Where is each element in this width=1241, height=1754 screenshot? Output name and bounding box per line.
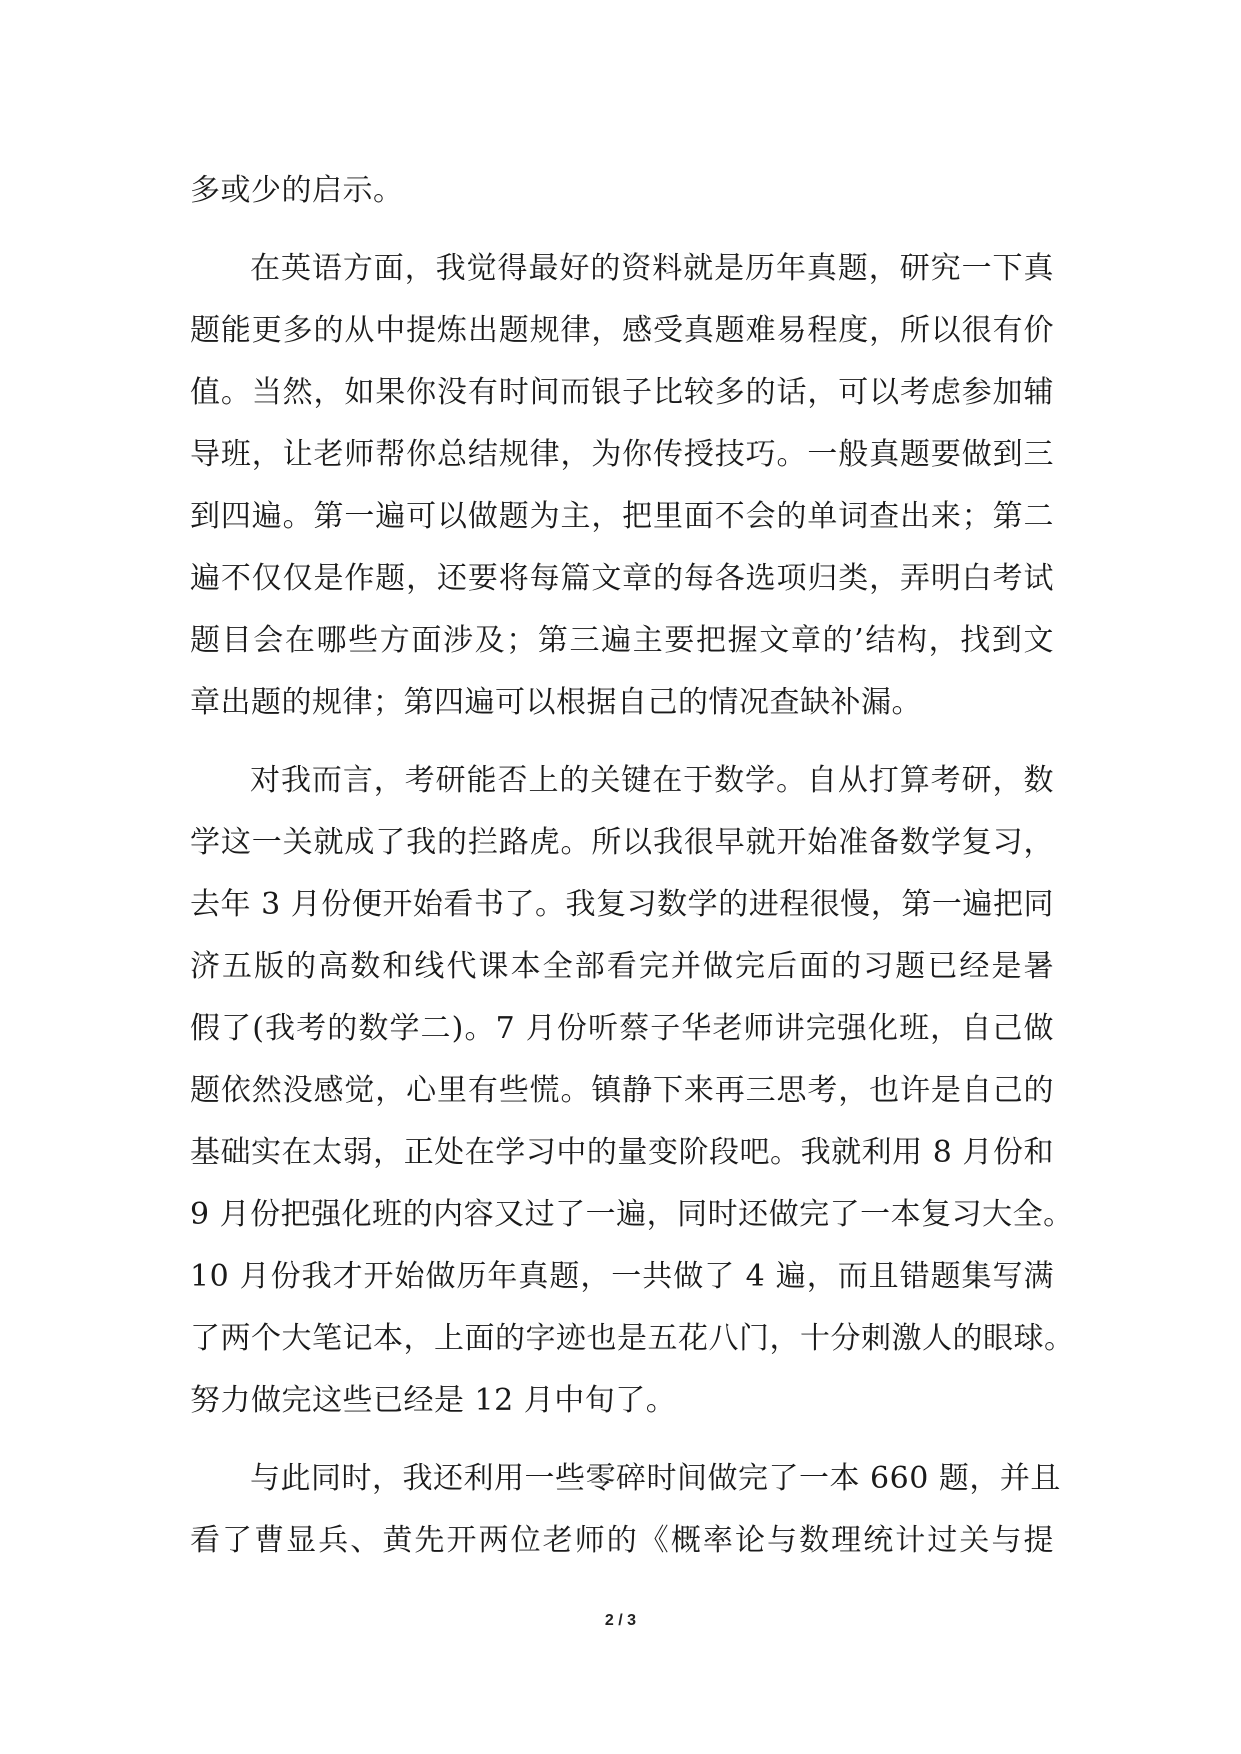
text-line: 基础实在太弱，正处在学习中的量变阶段吧。我就利用 8 月份和 xyxy=(190,1135,1054,1170)
text-line: 与此同时，我还利用一些零碎时间做完了一本 660 题，并且 xyxy=(250,1461,1061,1496)
text-line: 假了(我考的数学二)。7 月份听蔡子华老师讲完强化班，自己做 xyxy=(190,1011,1054,1046)
text-line: 多或少的启示。 xyxy=(190,173,404,208)
paragraph xyxy=(190,1448,1061,1572)
text-line: 到四遍。第一遍可以做题为主，把里面不会的单词查出来；第二 xyxy=(190,499,1054,534)
paragraph xyxy=(190,160,1054,222)
text-line: 了两个大笔记本，上面的字迹也是五花八门，十分刺激人的眼球。 xyxy=(190,1321,1075,1356)
text-line: 在英语方面，我觉得最好的资料就是历年真题，研究一下真 xyxy=(250,251,1054,286)
text-line: 题能更多的从中提炼出题规律，感受真题难易程度，所以很有价 xyxy=(190,313,1054,348)
paragraph xyxy=(190,750,1075,1432)
paragraph-gap xyxy=(190,1432,1054,1448)
text-line: 题目会在哪些方面涉及；第三遍主要把握文章的’结构，找到文 xyxy=(190,623,1054,658)
paragraph-gap xyxy=(190,734,1054,750)
text-line: 导班，让老师帮你总结规律，为你传授技巧。一般真题要做到三 xyxy=(190,437,1054,472)
text-line: 10 月份我才开始做历年真题，一共做了 4 遍，而且错题集写满 xyxy=(190,1259,1054,1294)
paragraph-gap xyxy=(190,222,1054,238)
text-line: 济五版的高数和线代课本全部看完并做完后面的习题已经是暑 xyxy=(190,949,1054,984)
paragraph xyxy=(190,238,1054,734)
text-line: 题依然没感觉，心里有些慌。镇静下来再三思考，也许是自己的 xyxy=(190,1073,1054,1108)
page-number: 2 / 3 xyxy=(604,1612,637,1629)
text-line: 章出题的规律；第四遍可以根据自己的情况查缺补漏。 xyxy=(190,685,922,720)
text-line: 9 月份把强化班的内容又过了一遍，同时还做完了一本复习大全。 xyxy=(190,1197,1074,1232)
text-line: 看了曹显兵、黄先开两位老师的《概率论与数理统计过关与提 xyxy=(190,1523,1054,1558)
document-body xyxy=(190,160,1075,1572)
text-line: 遍不仅仅是作题，还要将每篇文章的每各选项归类，弄明白考试 xyxy=(190,561,1054,596)
text-line: 努力做完这些已经是 12 月中旬了。 xyxy=(190,1383,677,1418)
text-line: 值。当然，如果你没有时间而银子比较多的话，可以考虑参加辅 xyxy=(190,375,1054,410)
text-line: 学这一关就成了我的拦路虎。所以我很早就开始准备数学复习， xyxy=(190,825,1054,860)
text-line: 对我而言，考研能否上的关键在于数学。自从打算考研，数 xyxy=(250,763,1054,798)
text-line: 去年 3 月份便开始看书了。我复习数学的进程很慢，第一遍把同 xyxy=(190,887,1054,922)
